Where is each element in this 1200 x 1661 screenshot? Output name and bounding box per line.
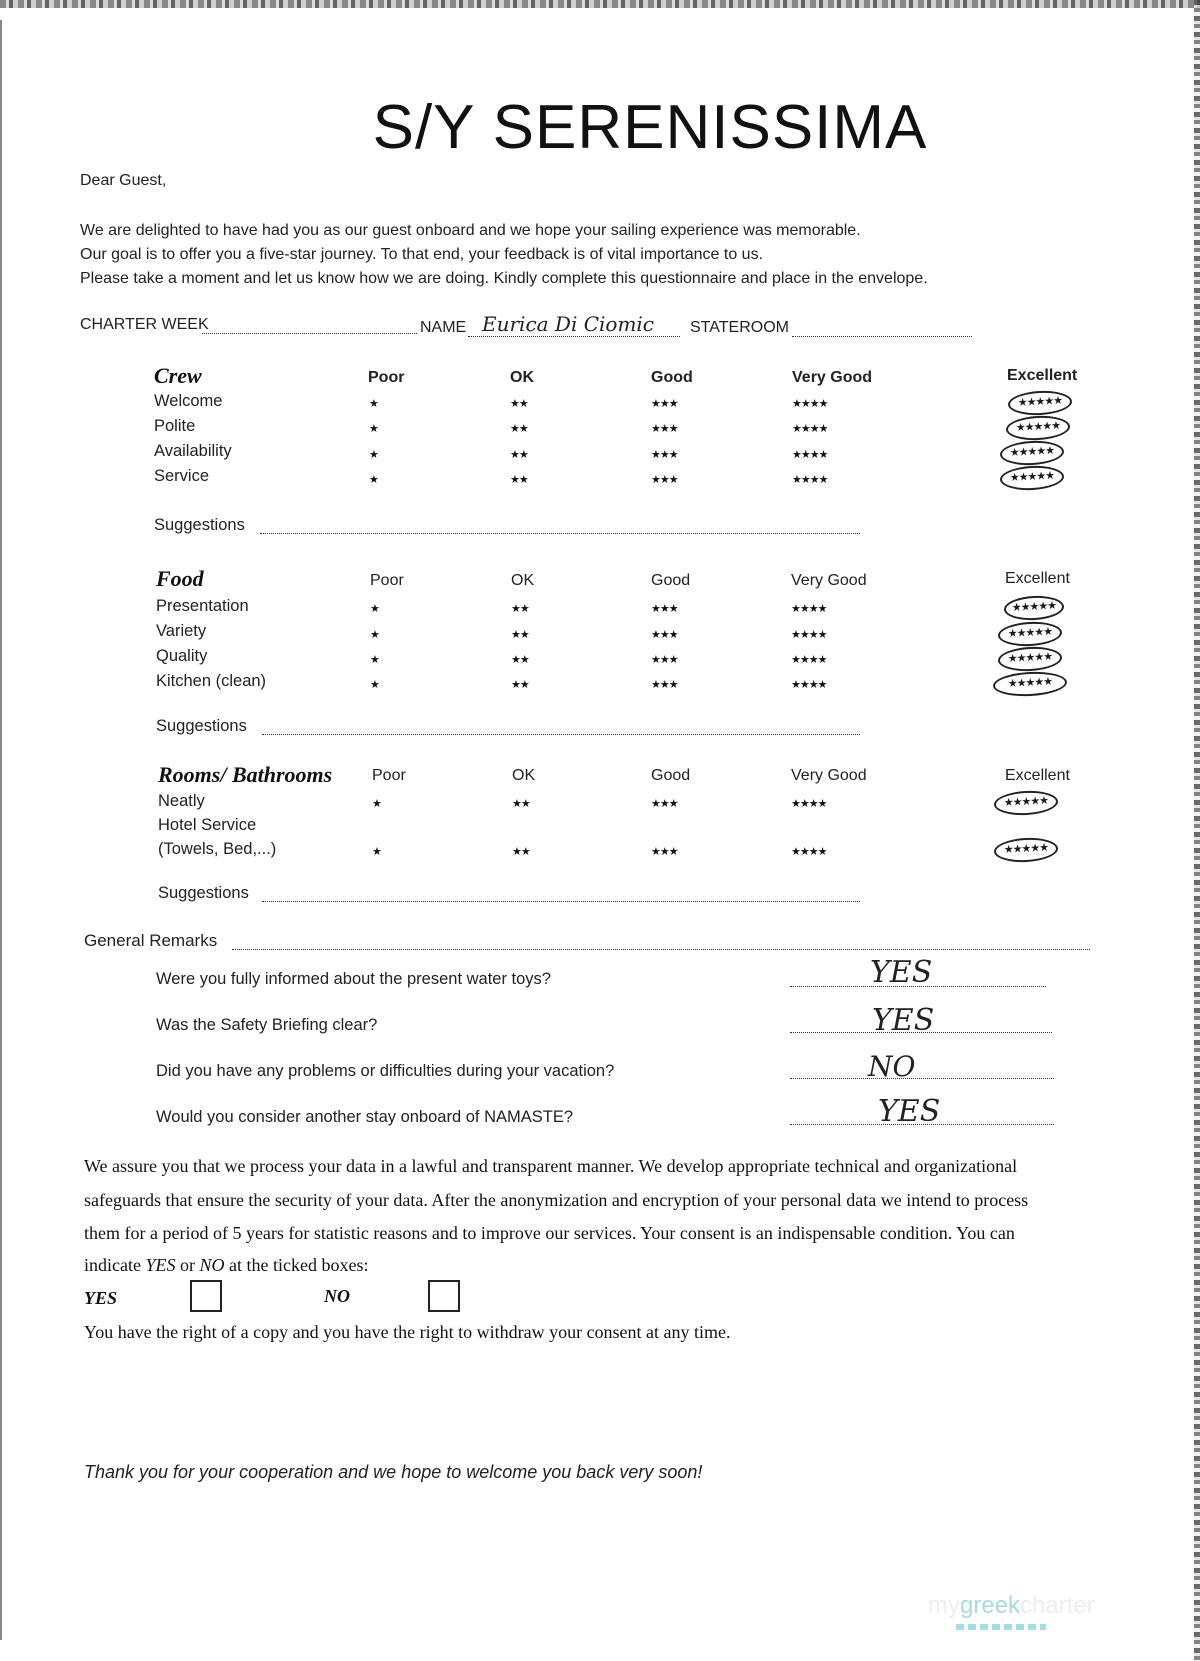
rating-excellent-circled[interactable]: ★★★★★ xyxy=(1005,414,1070,441)
scan-edge-left xyxy=(0,20,2,1640)
rating-ok[interactable]: ★★ xyxy=(510,423,528,435)
greeting: Dear Guest, xyxy=(80,172,167,189)
intro-line-1: We are delighted to have had you as our guest onboard and we hope your sailing experience was memorable. xyxy=(80,222,861,239)
general-remarks-field[interactable] xyxy=(232,949,1090,950)
privacy-line-3: them for a period of 5 years for statistic reasons and to improve our services. Your consent is an indispensable condition. You can xyxy=(84,1223,1015,1243)
col-head-poor: Poor xyxy=(368,369,405,386)
rating-excellent-circled[interactable]: ★★★★★ xyxy=(992,670,1067,698)
charter-week-label: CHARTER WEEK xyxy=(80,316,209,333)
rating-very-good[interactable]: ★★★★ xyxy=(791,846,827,858)
rating-good[interactable]: ★★★ xyxy=(651,654,678,666)
rating-good[interactable]: ★★★ xyxy=(651,449,678,461)
name-field[interactable] xyxy=(468,336,680,337)
rating-good[interactable]: ★★★ xyxy=(651,603,678,615)
rating-good[interactable]: ★★★ xyxy=(651,423,678,435)
rating-excellent-circled[interactable]: ★★★★★ xyxy=(997,645,1062,672)
rating-poor[interactable]: ★ xyxy=(372,846,381,858)
rating-very-good[interactable]: ★★★★ xyxy=(792,398,828,410)
rating-good[interactable]: ★★★ xyxy=(651,846,678,858)
watermark-suffix: charter xyxy=(1020,1592,1095,1619)
col-head-excellent: Excellent xyxy=(1005,767,1070,784)
rating-poor[interactable]: ★ xyxy=(370,679,379,691)
rating-ok[interactable]: ★★ xyxy=(512,798,530,810)
row-label: Service xyxy=(154,467,210,485)
rating-very-good[interactable]: ★★★★ xyxy=(791,629,827,641)
rating-good[interactable]: ★★★ xyxy=(651,474,678,486)
suggestions-label: Suggestions xyxy=(154,516,245,534)
suggestions-label: Suggestions xyxy=(156,717,247,735)
rating-poor[interactable]: ★ xyxy=(369,423,378,435)
rating-very-good[interactable]: ★★★★ xyxy=(791,798,827,810)
row-label: Neatly xyxy=(158,792,205,810)
rating-excellent-circled[interactable]: ★★★★★ xyxy=(999,464,1064,491)
rating-poor[interactable]: ★ xyxy=(370,603,379,615)
charter-week-field[interactable] xyxy=(202,333,417,334)
rating-poor[interactable]: ★ xyxy=(370,629,379,641)
privacy-line-4 xyxy=(84,1255,368,1276)
row-label: Polite xyxy=(154,417,196,435)
page-title: S/Y SERENISSIMA xyxy=(372,93,928,162)
rating-ok[interactable]: ★★ xyxy=(511,629,529,641)
consent-yes-checkbox[interactable] xyxy=(190,1280,222,1312)
col-head-ok: OK xyxy=(511,572,535,589)
col-head-good: Good xyxy=(651,767,691,784)
rating-ok[interactable]: ★★ xyxy=(510,474,528,486)
answer-handwritten: NO xyxy=(868,1050,916,1083)
privacy-text: at the ticked boxes: xyxy=(224,1255,369,1275)
rating-good[interactable]: ★★★ xyxy=(651,798,678,810)
rating-ok[interactable]: ★★ xyxy=(510,449,528,461)
stateroom-field[interactable] xyxy=(792,336,972,337)
col-head-excellent: Excellent xyxy=(1005,570,1070,587)
section-title-food: Food xyxy=(156,566,204,591)
privacy-yes: YES xyxy=(145,1255,176,1275)
rating-excellent-circled[interactable]: ★★★★★ xyxy=(999,439,1064,466)
rating-very-good[interactable]: ★★★★ xyxy=(792,423,828,435)
suggestions-field[interactable] xyxy=(262,734,860,735)
col-head-poor: Poor xyxy=(372,767,406,784)
col-head-good: Good xyxy=(651,369,693,386)
question: Would you consider another stay onboard of NAMASTE? xyxy=(156,1108,574,1126)
watermark-prefix: my xyxy=(928,1592,960,1619)
rating-very-good[interactable]: ★★★★ xyxy=(791,679,827,691)
name-handwritten: Eurica Di Ciomic xyxy=(482,312,655,336)
suggestions-field[interactable] xyxy=(260,533,860,534)
rating-good[interactable]: ★★★ xyxy=(651,398,678,410)
col-head-ok: OK xyxy=(510,369,534,386)
rating-good[interactable]: ★★★ xyxy=(651,679,678,691)
rating-ok[interactable]: ★★ xyxy=(510,398,528,410)
col-head-very-good: Very Good xyxy=(791,572,867,589)
rating-very-good[interactable]: ★★★★ xyxy=(792,474,828,486)
answer-handwritten: YES xyxy=(870,955,933,990)
privacy-line-2: safeguards that ensure the security of your data. After the anonymization and encryption of your personal data we intend to process xyxy=(84,1190,1029,1210)
privacy-text: indicate xyxy=(84,1255,146,1275)
answer-handwritten: YES xyxy=(872,1003,935,1038)
rating-poor[interactable]: ★ xyxy=(369,449,378,461)
watermark-wave-icon xyxy=(956,1624,1046,1630)
rating-good[interactable]: ★★★ xyxy=(651,629,678,641)
col-head-excellent: Excellent xyxy=(1007,367,1078,384)
row-label: Welcome xyxy=(154,392,223,410)
consent-yes-label: YES xyxy=(84,1288,118,1308)
rating-poor[interactable]: ★ xyxy=(369,398,378,410)
rating-excellent-circled[interactable]: ★★★★★ xyxy=(1007,389,1072,416)
col-head-ok: OK xyxy=(512,767,536,784)
rating-excellent-circled[interactable]: ★★★★★ xyxy=(1003,594,1064,621)
rating-ok[interactable]: ★★ xyxy=(511,603,529,615)
rating-poor[interactable]: ★ xyxy=(369,474,378,486)
rating-excellent-circled[interactable]: ★★★★★ xyxy=(993,789,1058,816)
row-label-sub: (Towels, Bed,...) xyxy=(158,840,277,858)
consent-rights: You have the right of a copy and you have the right to withdraw your consent at any time. xyxy=(84,1322,731,1342)
rating-ok[interactable]: ★★ xyxy=(511,679,529,691)
privacy-line-1: We assure you that we process your data in a lawful and transparent manner. We develop appropriate technical and organizational xyxy=(84,1156,1018,1176)
question: Were you fully informed about the present water toys? xyxy=(156,970,551,988)
general-remarks-label: General Remarks xyxy=(84,931,218,950)
col-head-good: Good xyxy=(651,572,691,589)
answer-handwritten: YES xyxy=(878,1094,941,1129)
rating-poor[interactable]: ★ xyxy=(370,654,379,666)
rating-excellent-circled[interactable]: ★★★★★ xyxy=(997,620,1062,647)
rating-very-good[interactable]: ★★★★ xyxy=(791,603,827,615)
suggestions-label: Suggestions xyxy=(158,884,249,902)
watermark-logo xyxy=(928,1592,1095,1620)
col-head-poor: Poor xyxy=(370,572,404,589)
rating-very-good[interactable]: ★★★★ xyxy=(791,654,827,666)
stateroom-label: STATEROOM xyxy=(690,319,789,336)
row-label: Kitchen (clean) xyxy=(156,672,267,690)
name-label: NAME xyxy=(420,319,467,336)
consent-no-checkbox[interactable] xyxy=(428,1280,460,1312)
row-label: Quality xyxy=(156,647,208,665)
row-label: Variety xyxy=(156,622,207,640)
scan-edge-top xyxy=(0,0,1200,8)
rating-ok[interactable]: ★★ xyxy=(512,846,530,858)
suggestions-field[interactable] xyxy=(262,901,860,902)
rating-ok[interactable]: ★★ xyxy=(511,654,529,666)
section-title-crew: Crew xyxy=(154,363,202,388)
row-label: Availability xyxy=(154,442,232,460)
intro-line-2: Our goal is to offer you a five-star journey. To that end, your feedback is of vital importance to us. xyxy=(80,246,764,263)
rating-poor[interactable]: ★ xyxy=(372,798,381,810)
rating-very-good[interactable]: ★★★★ xyxy=(792,449,828,461)
col-head-very-good: Very Good xyxy=(791,767,867,784)
intro-line-3: Please take a moment and let us know how we are doing. Kindly complete this questionnaire and place in the envelope. xyxy=(80,270,928,287)
question: Did you have any problems or difficulties during your vacation? xyxy=(156,1062,615,1080)
consent-no-label: NO xyxy=(324,1286,350,1306)
question: Was the Safety Briefing clear? xyxy=(156,1016,378,1034)
section-title-rooms: Rooms/ Bathrooms xyxy=(158,762,333,787)
row-label: Hotel Service xyxy=(158,816,257,834)
col-head-very-good: Very Good xyxy=(792,369,873,386)
closing-message: Thank you for your cooperation and we hope to welcome you back very soon! xyxy=(84,1462,703,1482)
scan-edge-right xyxy=(1194,0,1200,1661)
rating-excellent-circled[interactable]: ★★★★★ xyxy=(993,836,1058,863)
answer-field[interactable] xyxy=(790,1078,1054,1079)
watermark-brand: greek xyxy=(960,1592,1021,1619)
privacy-no: NO xyxy=(199,1255,225,1275)
privacy-text: or xyxy=(175,1255,200,1275)
row-label: Presentation xyxy=(156,597,249,615)
